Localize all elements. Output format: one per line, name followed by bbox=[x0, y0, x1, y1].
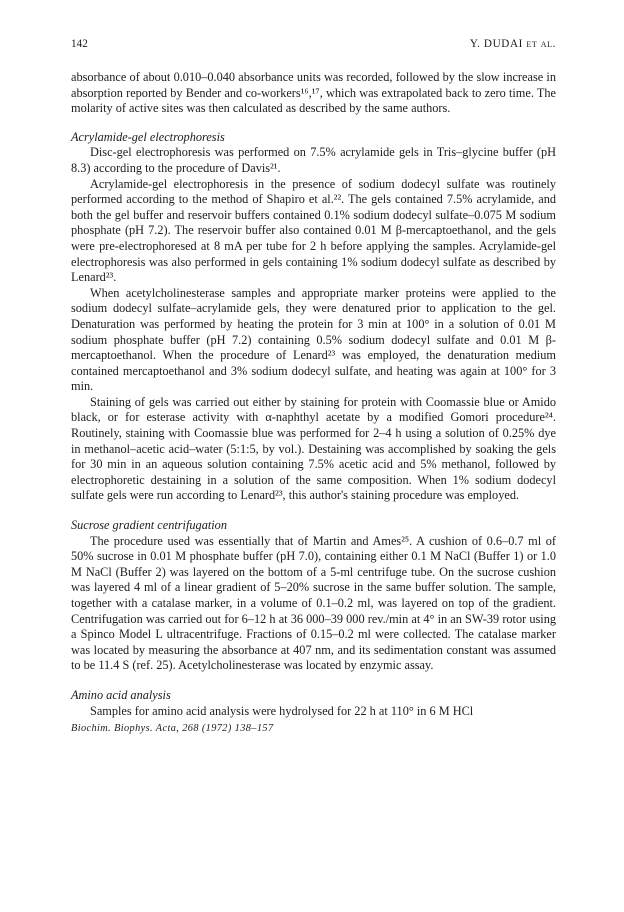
paragraph-sds-gel: Acrylamide-gel electrophoresis in the presence of sodium dodecyl sulfate was routinely performed according to the method of Shapiro et al.²². The gels contained 7.5% acrylamide, and both the gel buffer and reservoir buffers contained 0.1% sodium dodecyl sulfate–0.075 M sodium phosphate (pH 7.2). The reservoir buffer also contained 0.01 M β-mercaptoethanol, and the gels were pre-electrophoresed at 8 mA per tube for 2 h before applying the samples. Acrylamide-gel electrophoresis was also performed in gels containing 1% sodium dodecyl sulfate as described by Lenard²³. bbox=[71, 176, 556, 285]
intro-paragraph: absorbance of about 0.010–0.040 absorbance units was recorded, followed by the slow increase in absorption reported by Bender and co-workers¹⁶,¹⁷, which was extrapolated back to zero time. The molarity of active sites was then calculated as described by the same authors. bbox=[71, 70, 556, 116]
journal-page bbox=[71, 38, 556, 734]
section-sucrose-gradient bbox=[71, 518, 556, 674]
section-electrophoresis bbox=[71, 130, 556, 504]
running-head bbox=[71, 38, 556, 54]
page-number: 142 bbox=[71, 38, 88, 50]
paragraph-disc-gel: Disc-gel electrophoresis was performed on 7.5% acrylamide gels in Tris–glycine buffer (pH 8.3) according to the procedure of Davis²¹. bbox=[71, 145, 556, 175]
section-heading-sucrose: Sucrose gradient centrifugation bbox=[71, 518, 227, 533]
section-heading-amino: Amino acid analysis bbox=[71, 687, 171, 702]
paragraph-denaturation: When acetylcholinesterase samples and appropriate marker proteins were applied to the sodium dodecyl sulfate–acrylamide gels, they were denatured prior to application to the gel. Denaturation was performed by heating the protein for 3 min at 100° in a solution of 0.01 M sodium phosphate buffer (pH 7.2) containing 0.5% sodium dodecyl sulfate and 0.01 M β-mercaptoethanol. When the procedure of Lenard²³ was employed, the denaturation medium contained mercaptoethanol and 3% sodium dodecyl sulfate, and heating was again at 100° for 3 min. bbox=[71, 285, 556, 394]
section-amino-acid bbox=[71, 688, 556, 719]
journal-citation-footer: Biochim. Biophys. Acta, 268 (1972) 138–157 bbox=[71, 723, 274, 735]
paragraph-sucrose-procedure: The procedure used was essentially that of Martin and Ames²⁵. A cushion of 0.6–0.7 ml of 50% sucrose in 0.01 M phosphate buffer (pH 7.0), containing either 0.1 M NaCl (Buffer 1) or 1.0 M NaCl (Buffer 2) was layered on the bottom of a 5-ml centrifuge tube. On the sucrose cushion was layered 4 ml of a linear gradient of 5–20% sucrose in the same buffer solution. The sample, together with a catalase marker, in a volume of 0.1–0.2 ml, was layered on top of the gradient. Centrifugation was carried out for 6–12 h at 36 000–39 000 rev./min at 4° in an SW-39 rotor using a Spinco Model L ultracentrifuge. Fractions of 0.15–0.2 ml were collected. The catalase marker was located by measuring the absorbance at 407 nm, and its sedimentation constant was assumed to be 11.4 S (ref. 25). Acetylcholinesterase was located by enzymic assay. bbox=[71, 533, 556, 673]
running-author: Y. DUDAI et al. bbox=[469, 38, 556, 50]
section-heading-electrophoresis: Acrylamide-gel electrophoresis bbox=[71, 129, 225, 144]
paragraph-amino-hydrolysis: Samples for amino acid analysis were hydrolysed for 22 h at 110° in 6 M HCl bbox=[90, 703, 474, 718]
paragraph-staining: Staining of gels was carried out either by staining for protein with Coomassie blue or Amido black, or for esterase activity with α-naphthyl acetate by a modified Gomori procedure²⁴. Routinely, staining with Coomassie blue was performed for 2–4 h using a solution of 0.25% dye in methanol–acetic acid–water (5:1:5, by vol.). Destaining was accomplished by soaking the gels for 30 min in an aqueous solution containing 7.5% acetic acid and 5% methanol, followed by electrophoretic destaining in a solution of the same composition. When 1% sodium dodecyl sulfate gels were run according to Lenard²³, this author's staining procedure was employed. bbox=[71, 394, 556, 503]
